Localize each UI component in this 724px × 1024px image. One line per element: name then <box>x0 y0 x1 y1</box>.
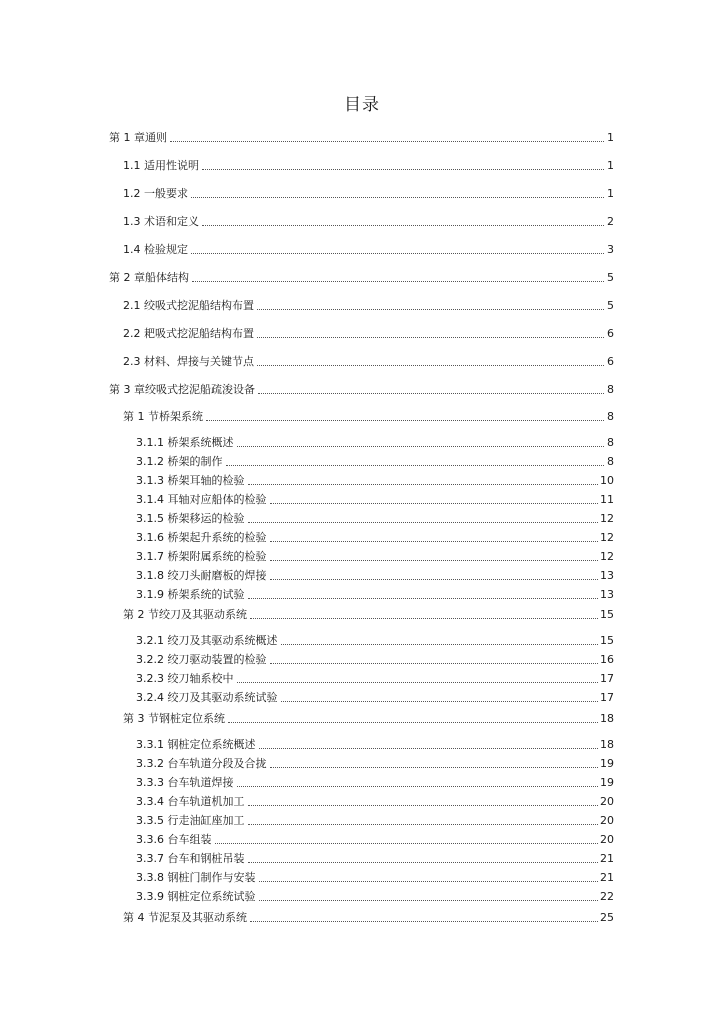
toc-entry-1-4[interactable] <box>123 241 614 257</box>
dot-leader <box>237 786 599 787</box>
toc-page-number: 22 <box>600 890 614 903</box>
toc-page-number: 8 <box>607 383 614 396</box>
toc-page-number: 20 <box>600 795 614 808</box>
dot-leader <box>248 598 599 599</box>
dot-leader <box>257 309 604 310</box>
dot-leader <box>191 197 604 198</box>
toc-entry-text: 2.3 材料、焊接与关键节点 <box>123 355 254 368</box>
toc-page-number: 12 <box>600 512 614 525</box>
dot-leader <box>202 169 604 170</box>
toc-entry-3-1-7[interactable] <box>136 548 614 564</box>
toc-entry-text: 2.1 绞吸式挖泥船结构布置 <box>123 299 254 312</box>
dot-leader <box>250 618 598 619</box>
toc-page-number: 1 <box>607 159 614 172</box>
dot-leader <box>226 465 605 466</box>
toc-entry-3-3-5[interactable] <box>136 812 614 828</box>
toc-page-number: 21 <box>600 871 614 884</box>
toc-entry-text: 3.1.2 桥架的制作 <box>136 455 223 468</box>
dot-leader <box>248 484 599 485</box>
toc-entry-text: 3.1.7 桥架附属系统的检验 <box>136 550 267 563</box>
dot-leader <box>259 881 599 882</box>
toc-entry-3-1-5[interactable] <box>136 510 614 526</box>
toc-page-number: 15 <box>600 608 614 621</box>
dot-leader <box>259 748 599 749</box>
toc-entry-text: 第 1 节桥架系统 <box>123 410 203 423</box>
dot-leader <box>270 663 599 664</box>
toc-entry-3-1-1[interactable] <box>136 434 614 450</box>
toc-entry-2-3[interactable] <box>123 353 614 369</box>
toc-page-number: 20 <box>600 814 614 827</box>
toc-page-number: 25 <box>600 911 614 924</box>
toc-page-number: 5 <box>607 271 614 284</box>
toc-entry-3-3-9[interactable] <box>136 888 614 904</box>
dot-leader <box>259 900 599 901</box>
toc-entry-1-2[interactable] <box>123 185 614 201</box>
toc-entry-3-3-6[interactable] <box>136 831 614 847</box>
toc-page-number: 16 <box>600 653 614 666</box>
toc-entry-3-3-3[interactable] <box>136 774 614 790</box>
dot-leader <box>206 420 604 421</box>
toc-page-number: 5 <box>607 299 614 312</box>
toc-entry-section-2[interactable] <box>123 606 614 622</box>
dot-leader <box>202 225 604 226</box>
toc-page-number: 18 <box>600 738 614 751</box>
toc-page-number: 12 <box>600 531 614 544</box>
toc-entry-text: 3.2.4 绞刀及其驱动系统试验 <box>136 691 278 704</box>
dot-leader <box>248 862 599 863</box>
toc-page-number: 12 <box>600 550 614 563</box>
toc-entry-text: 3.3.7 台车和钢桩吊装 <box>136 852 245 865</box>
toc-entry-chapter-3[interactable] <box>109 381 614 397</box>
toc-entry-text: 3.3.3 台车轨道焊接 <box>136 776 234 789</box>
toc-entry-text: 3.1.8 绞刀头耐磨板的焊接 <box>136 569 267 582</box>
toc-entry-text: 1.4 检验规定 <box>123 243 188 256</box>
toc-page-number: 8 <box>607 455 614 468</box>
toc-entry-text: 第 4 节泥泵及其驱动系统 <box>123 911 247 924</box>
dot-leader <box>170 141 604 142</box>
toc-page-number: 20 <box>600 833 614 846</box>
toc-page-number: 19 <box>600 776 614 789</box>
toc-entry-text: 3.1.9 桥架系统的试验 <box>136 588 245 601</box>
dot-leader <box>258 393 604 394</box>
toc-page-number: 11 <box>600 493 614 506</box>
toc-title: 目录 <box>344 95 380 115</box>
toc-entry-text: 3.3.9 钢桩定位系统试验 <box>136 890 256 903</box>
toc-page-number: 13 <box>600 588 614 601</box>
toc-entry-text: 3.1.6 桥架起升系统的检验 <box>136 531 267 544</box>
toc-entry-text: 1.1 适用性说明 <box>123 159 199 172</box>
dot-leader <box>228 722 598 723</box>
toc-entry-3-1-2[interactable] <box>136 453 614 469</box>
dot-leader <box>270 560 599 561</box>
toc-entry-text: 2.2 耙吸式挖泥船结构布置 <box>123 327 254 340</box>
toc-entry-2-1[interactable] <box>123 297 614 313</box>
dot-leader <box>237 446 605 447</box>
toc-entry-text: 3.1.3 桥架耳轴的检验 <box>136 474 245 487</box>
toc-entry-text: 3.1.5 桥架移运的检验 <box>136 512 245 525</box>
toc-entry-1-3[interactable] <box>123 213 614 229</box>
toc-entry-3-1-8[interactable] <box>136 567 614 583</box>
dot-leader <box>248 522 599 523</box>
toc-entry-text: 1.2 一般要求 <box>123 187 188 200</box>
toc-entry-3-3-7[interactable] <box>136 850 614 866</box>
toc-entry-3-3-8[interactable] <box>136 869 614 885</box>
toc-entry-chapter-2[interactable] <box>109 269 614 285</box>
dot-leader <box>270 503 599 504</box>
toc-page-number: 1 <box>607 187 614 200</box>
toc-page-number: 10 <box>600 474 614 487</box>
toc-entry-text: 第 3 章绞吸式挖泥船疏浚设备 <box>109 383 255 396</box>
toc-page-number: 8 <box>607 436 614 449</box>
toc-entry-text: 3.3.4 台车轨道机加工 <box>136 795 245 808</box>
toc-page-number: 3 <box>607 243 614 256</box>
toc-entry-section-3[interactable] <box>123 710 614 726</box>
toc-entry-1-1[interactable] <box>123 157 614 173</box>
toc-entry-3-3-1[interactable] <box>136 736 614 752</box>
toc-entry-text: 3.2.1 绞刀及其驱动系统概述 <box>136 634 278 647</box>
toc-entry-text: 3.1.4 耳轴对应船体的检验 <box>136 493 267 506</box>
toc-entry-section-1[interactable] <box>123 408 614 424</box>
toc-entry-text: 3.2.2 绞刀驱动装置的检验 <box>136 653 267 666</box>
toc-entry-text: 3.3.6 台车组装 <box>136 833 212 846</box>
toc-entry-3-1-6[interactable] <box>136 529 614 545</box>
dot-leader <box>257 365 604 366</box>
dot-leader <box>250 921 598 922</box>
dot-leader <box>270 767 599 768</box>
dot-leader <box>192 281 604 282</box>
toc-entry-3-2-1[interactable] <box>136 632 614 648</box>
toc-entry-text: 3.1.1 桥架系统概述 <box>136 436 234 449</box>
toc-entry-text: 第 3 节钢桩定位系统 <box>123 712 225 725</box>
toc-page-number: 15 <box>600 634 614 647</box>
toc-page-number: 18 <box>600 712 614 725</box>
dot-leader <box>270 541 599 542</box>
dot-leader <box>215 843 599 844</box>
toc-entry-3-1-3[interactable] <box>136 472 614 488</box>
toc-entry-text: 3.3.8 钢桩门制作与安装 <box>136 871 256 884</box>
dot-leader <box>248 805 599 806</box>
dot-leader <box>257 337 604 338</box>
dot-leader <box>281 701 599 702</box>
toc-entry-3-2-4[interactable] <box>136 689 614 705</box>
toc-entry-text: 第 2 章船体结构 <box>109 271 189 284</box>
toc-entry-3-3-4[interactable] <box>136 793 614 809</box>
toc-page-number: 21 <box>600 852 614 865</box>
toc-entry-text: 第 2 节绞刀及其驱动系统 <box>123 608 247 621</box>
toc-page-number: 13 <box>600 569 614 582</box>
toc-entry-text: 3.3.2 台车轨道分段及合拢 <box>136 757 267 770</box>
toc-entry-3-1-9[interactable] <box>136 586 614 602</box>
toc-entry-3-1-4[interactable] <box>136 491 614 507</box>
dot-leader <box>191 253 604 254</box>
toc-entry-text: 3.3.5 行走油缸座加工 <box>136 814 245 827</box>
toc-entry-2-2[interactable] <box>123 325 614 341</box>
toc-page-number: 6 <box>607 327 614 340</box>
toc-page-number: 8 <box>607 410 614 423</box>
toc-entry-3-2-3[interactable] <box>136 670 614 686</box>
toc-entry-text: 3.3.1 钢桩定位系统概述 <box>136 738 256 751</box>
toc-entry-text: 第 1 章通则 <box>109 131 167 144</box>
toc-page-number: 17 <box>600 672 614 685</box>
toc-entry-text: 3.2.3 绞刀轴系校中 <box>136 672 234 685</box>
dot-leader <box>281 644 599 645</box>
dot-leader <box>237 682 599 683</box>
toc-page-number: 2 <box>607 215 614 228</box>
toc-page-number: 6 <box>607 355 614 368</box>
dot-leader <box>248 824 599 825</box>
toc-page-number: 19 <box>600 757 614 770</box>
toc-page-number: 17 <box>600 691 614 704</box>
toc-entry-text: 1.3 术语和定义 <box>123 215 199 228</box>
toc-page-number: 1 <box>607 131 614 144</box>
toc-entry-chapter-1[interactable] <box>109 129 614 145</box>
dot-leader <box>270 579 599 580</box>
toc-entry-3-3-2[interactable] <box>136 755 614 771</box>
toc-entry-3-2-2[interactable] <box>136 651 614 667</box>
toc-entry-section-4[interactable] <box>123 909 614 925</box>
